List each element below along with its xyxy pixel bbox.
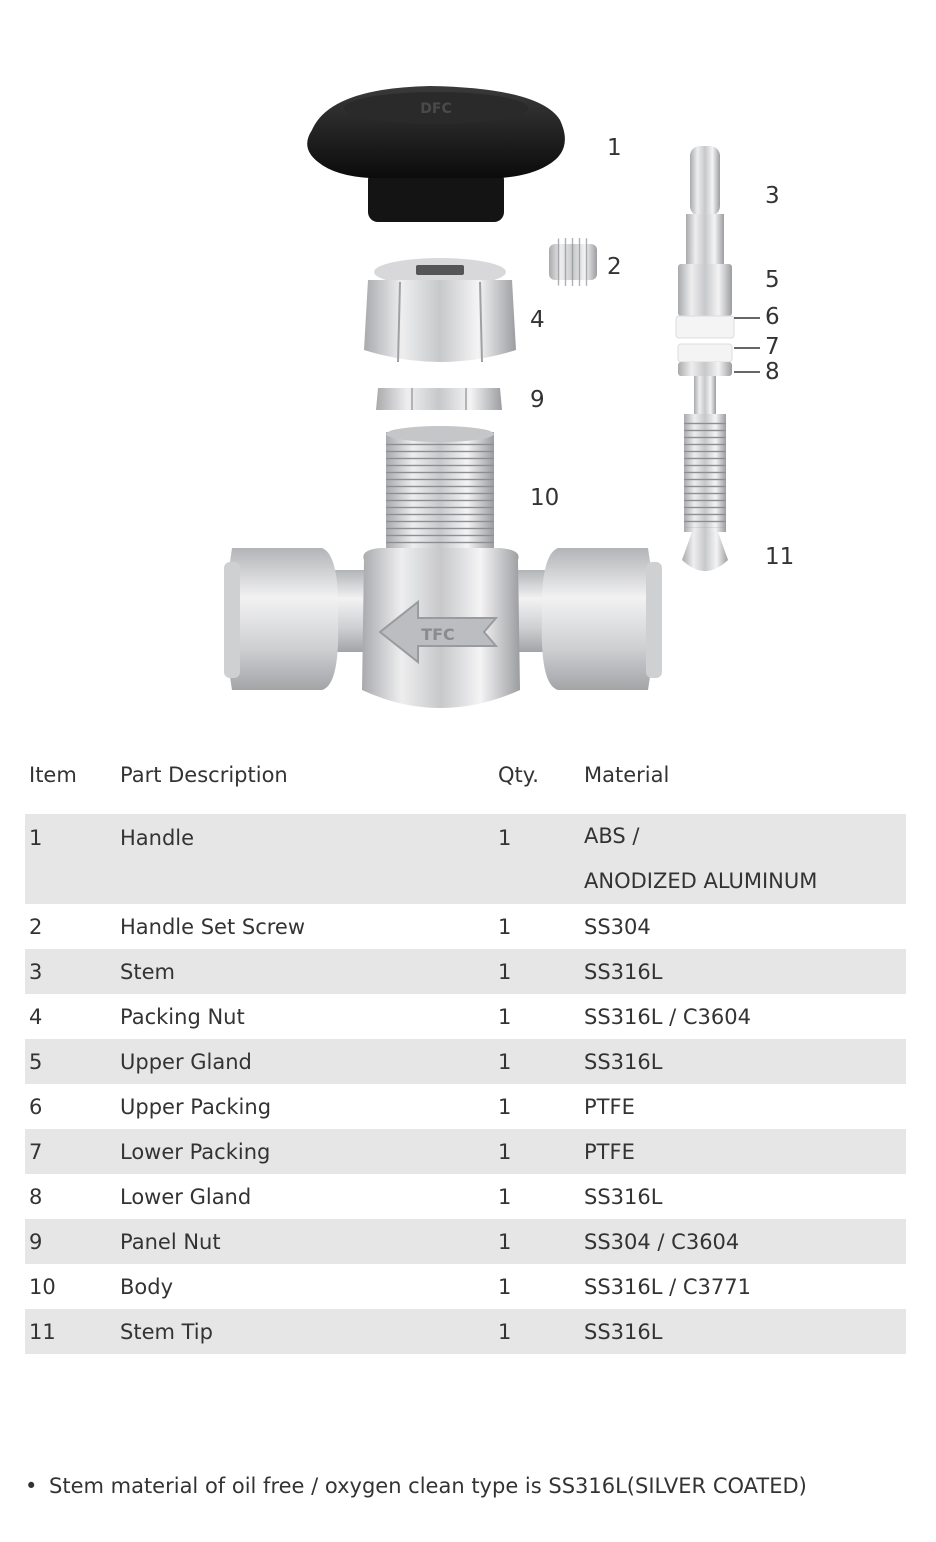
material-line-2: ANODIZED ALUMINUM — [584, 869, 818, 893]
handle-logo: DFC — [420, 101, 452, 117]
cell-material: SS316L — [580, 949, 906, 994]
callout-11: 11 — [765, 544, 795, 570]
footnote-bullet: • — [25, 1474, 38, 1498]
header-item: Item — [25, 750, 116, 807]
table-row — [25, 994, 906, 1039]
callout-9: 9 — [530, 387, 545, 413]
cell-description: Stem — [116, 949, 494, 994]
callout-2: 2 — [607, 254, 622, 280]
cell-material: SS316L — [580, 1309, 906, 1354]
table-row — [25, 949, 906, 994]
cell-material: PTFE — [584, 1094, 635, 1119]
cell-material: SS316L — [580, 1039, 906, 1084]
cell-qty: 1 — [498, 1004, 512, 1029]
cell-description: Body — [120, 1274, 174, 1299]
table-row — [25, 904, 906, 949]
exploded-view-diagram — [0, 0, 936, 740]
table-row — [25, 1039, 906, 1084]
material-line-1: ABS / — [584, 824, 640, 848]
set-screw-part — [549, 238, 597, 286]
callout-8: 8 — [765, 359, 780, 385]
callout-1: 1 — [607, 135, 622, 161]
cell-qty: 1 — [498, 1184, 512, 1209]
cell-description: Lower Gland — [120, 1184, 252, 1209]
header-qty: Qty. — [494, 750, 580, 807]
cell-qty: 1 — [498, 914, 512, 939]
handle-part — [307, 86, 565, 222]
cell-description: Upper Packing — [120, 1094, 272, 1119]
cell-material: SS304 — [584, 914, 651, 939]
cell-description: Stem Tip — [116, 1309, 494, 1354]
packing-nut-part — [364, 258, 516, 362]
cell-material: PTFE — [580, 1129, 906, 1174]
parts-table — [25, 750, 906, 1354]
callout-10: 10 — [530, 485, 560, 511]
cell-item: 9 — [25, 1219, 116, 1264]
table-row — [25, 1084, 906, 1129]
body-logo: TFC — [421, 625, 455, 644]
cell-qty: 1 — [494, 1309, 580, 1354]
table-row — [25, 807, 906, 904]
cell-item: 10 — [29, 1274, 56, 1299]
cell-qty: 1 — [494, 949, 580, 994]
cell-qty: 1 — [498, 1274, 512, 1299]
callout-3: 3 — [765, 183, 780, 209]
cell-material — [580, 807, 906, 904]
cell-qty: 1 — [494, 1219, 580, 1264]
table-row — [25, 1174, 906, 1219]
table-row — [25, 1309, 906, 1354]
callout-7: 7 — [765, 334, 780, 360]
table-row — [25, 1129, 906, 1174]
cell-qty: 1 — [494, 807, 580, 904]
cell-material: SS316L / C3771 — [584, 1274, 751, 1299]
cell-description: Handle Set Screw — [120, 914, 306, 939]
cell-description: Handle — [116, 807, 494, 904]
cell-item: 6 — [29, 1094, 43, 1119]
cell-item: 5 — [25, 1039, 116, 1084]
footnote — [25, 1474, 807, 1498]
cell-description: Lower Packing — [116, 1129, 494, 1174]
cell-item: 4 — [29, 1004, 43, 1029]
cell-description: Panel Nut — [116, 1219, 494, 1264]
panel-nut-part — [376, 388, 502, 410]
footnote-text: Stem material of oil free / oxygen clean type is SS316L(SILVER COATED) — [49, 1474, 807, 1498]
cell-material: SS316L / C3604 — [584, 1004, 751, 1029]
cell-description: Packing Nut — [120, 1004, 245, 1029]
table-header-row — [25, 750, 906, 807]
cell-description: Upper Gland — [116, 1039, 494, 1084]
cell-material: SS304 / C3604 — [580, 1219, 906, 1264]
callout-4: 4 — [530, 307, 545, 333]
table-row — [25, 1219, 906, 1264]
header-material: Material — [580, 750, 906, 807]
callout-5: 5 — [765, 267, 780, 293]
cell-item: 8 — [29, 1184, 43, 1209]
stem-assembly-part — [676, 146, 760, 571]
cell-material: SS316L — [584, 1184, 663, 1209]
cell-item: 2 — [29, 914, 43, 939]
callout-6: 6 — [765, 304, 780, 330]
cell-item: 7 — [25, 1129, 116, 1174]
cell-qty: 1 — [494, 1129, 580, 1174]
header-description: Part Description — [116, 750, 494, 807]
cell-qty: 1 — [494, 1039, 580, 1084]
cell-item: 1 — [25, 807, 116, 904]
valve-body-part — [224, 426, 662, 708]
cell-item: 11 — [25, 1309, 116, 1354]
cell-qty: 1 — [498, 1094, 512, 1119]
table-row — [25, 1264, 906, 1309]
cell-item: 3 — [25, 949, 116, 994]
